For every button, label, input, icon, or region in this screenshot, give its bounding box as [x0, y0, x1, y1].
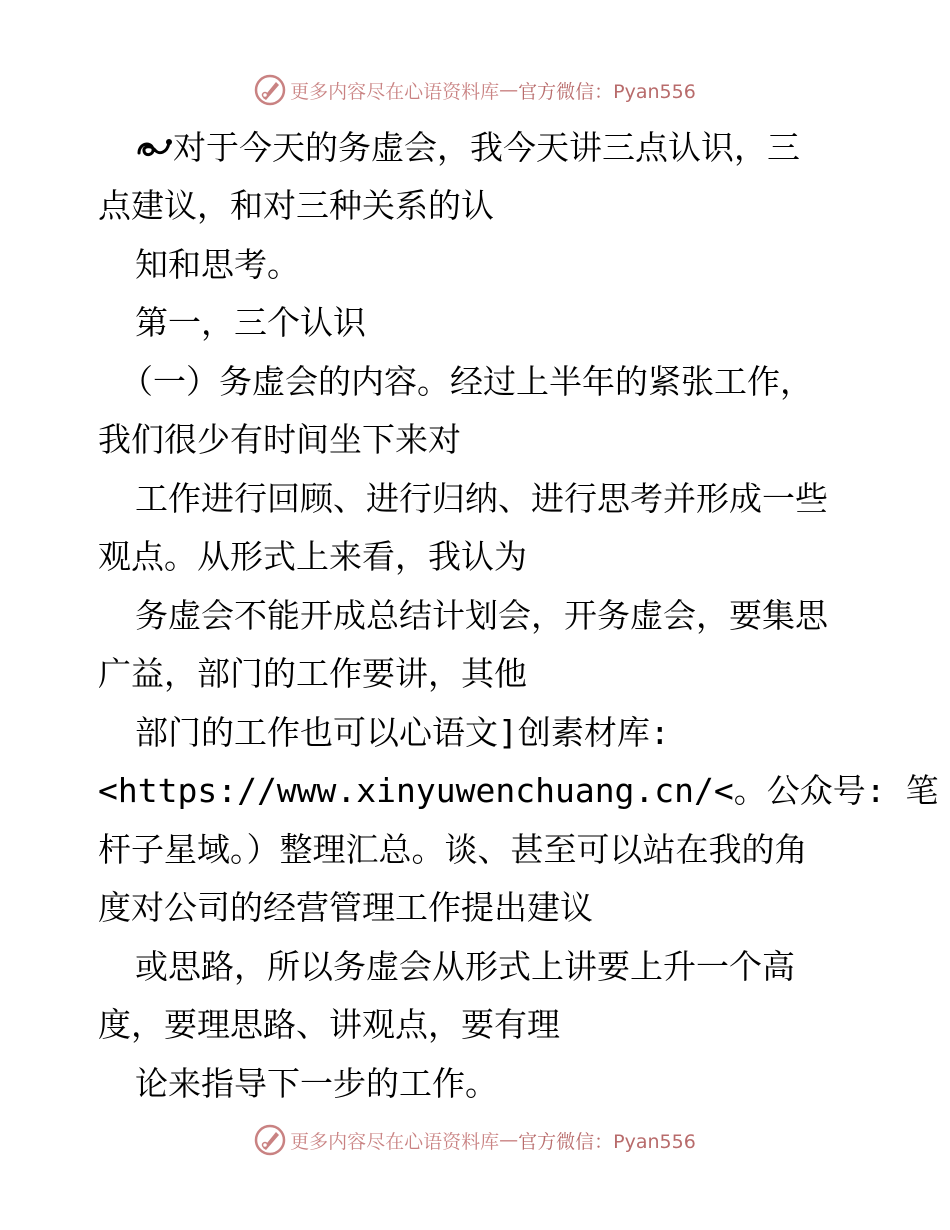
- footer-banner: [0, 1120, 950, 1160]
- swirl-bullet-icon: [135, 132, 173, 162]
- quill-logo-icon: [254, 74, 286, 106]
- section-heading: 第一，三个认识: [135, 303, 366, 342]
- paragraph-line: <https://www.xinyuwenchuang.cn/<。公众号: 笔: [98, 771, 939, 810]
- paragraph-line: 知和思考。: [135, 245, 300, 284]
- paragraph-line: 部门的工作也可以心语文]创素材库:: [135, 713, 670, 752]
- paragraph-line: 观点。从形式上来看，我认为: [98, 537, 527, 576]
- paragraph-line: 论来指导下一步的工作。: [135, 1064, 498, 1103]
- banner-brand-text: 更多内容尽在心语资料库: [290, 80, 500, 103]
- paragraph-line: 度，要理思路、讲观点，要有理: [98, 1005, 560, 1044]
- paragraph-line: 务虚会不能开成总结计划会，开务虚会，要集思: [135, 596, 828, 635]
- banner-separator: —: [499, 1129, 519, 1151]
- paragraph-line: 对于今天的务虚会，我今天讲三点认识，三: [135, 128, 800, 168]
- header-banner: [0, 70, 950, 110]
- banner-wechat-text: 官方微信：Pyan556: [518, 80, 696, 103]
- paragraph-line: 我们很少有时间坐下来对: [98, 420, 461, 459]
- quill-logo-icon: [254, 1124, 286, 1156]
- paragraph-line: 广益，部门的工作要讲，其他: [98, 654, 527, 693]
- paragraph-line: （一）务虚会的内容。经过上半年的紧张工作，: [120, 362, 813, 401]
- paragraph-line: 工作进行回顾、进行归纳、进行思考并形成一些: [135, 479, 828, 518]
- banner-wechat-text: 官方微信：Pyan556: [518, 1130, 696, 1153]
- paragraph-line: 或思路，所以务虚会从形式上讲要上升一个高: [135, 947, 795, 986]
- banner-brand-text: 更多内容尽在心语资料库: [290, 1130, 500, 1153]
- paragraph-line: 点建议，和对三种关系的认: [98, 186, 494, 225]
- banner-separator: —: [499, 79, 519, 101]
- paragraph-line: 度对公司的经营管理工作提出建议: [98, 888, 593, 927]
- paragraph-line: 杆子星域。）整理汇总。谈、甚至可以站在我的角: [98, 830, 808, 869]
